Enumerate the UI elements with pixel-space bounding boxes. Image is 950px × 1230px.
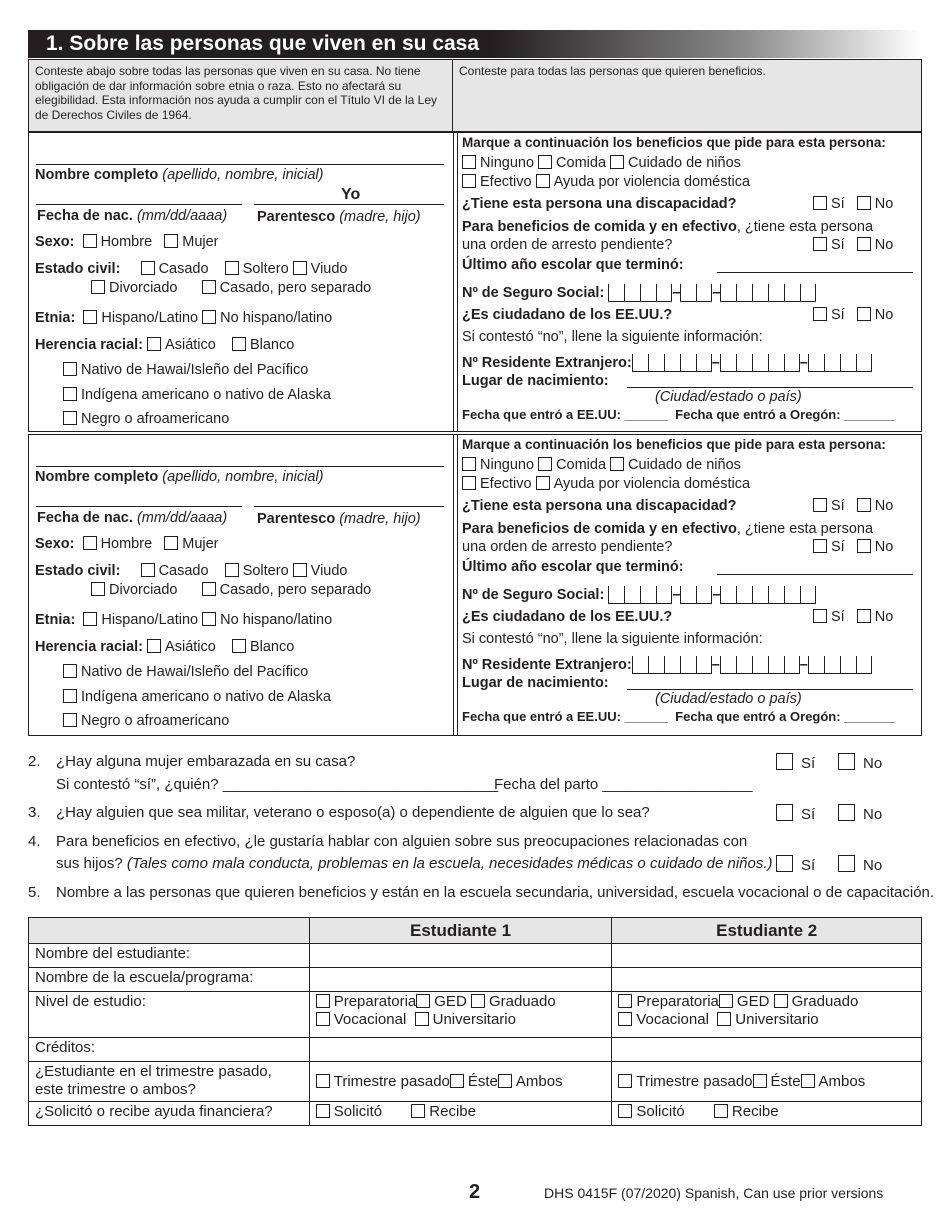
dob-line[interactable] — [36, 204, 242, 205]
sex-row: Sexo: Hombre Mujer — [35, 536, 219, 552]
ssn-boxes[interactable]: – – — [608, 285, 816, 301]
q5-number: 5. — [28, 884, 41, 901]
section-title: 1. Sobre las personas que viven en su casa — [46, 32, 480, 55]
benefit-cash[interactable]: Efectivo — [462, 174, 532, 190]
school-year-label: Último año escolar que terminó: — [462, 559, 684, 575]
race-white[interactable]: Blanco — [232, 337, 294, 353]
q3-no[interactable]: No — [838, 804, 882, 824]
level-univ-1[interactable]: Universitario — [415, 1011, 516, 1028]
student-1-aid — [309, 1102, 612, 1126]
q3-text: ¿Hay alguien que sea militar, veterano o esposo(a) o dependiente de alguien que lo sea? — [56, 804, 650, 821]
ethnicity-hispanic[interactable]: Hispano/Latino — [83, 612, 198, 628]
entry-dates[interactable]: Fecha que entró a EE.UU: ______ Fecha que entró a Oregón: _______ — [462, 407, 895, 422]
student-2-term — [612, 1062, 922, 1102]
race-row: Herencia racial: Asiático Blanco — [35, 639, 295, 655]
disability-no[interactable]: No — [857, 196, 894, 212]
level-grad-1[interactable]: Graduado — [471, 993, 556, 1010]
level-grad-2[interactable]: Graduado — [774, 993, 859, 1010]
student-1-term — [309, 1062, 612, 1102]
section-header — [28, 30, 921, 58]
q2-yes[interactable]: Sí — [776, 753, 815, 773]
marital-divorced[interactable]: Divorciado — [91, 582, 178, 598]
marital-widowed[interactable]: Viudo — [293, 563, 348, 579]
page-number: 2 — [469, 1181, 481, 1203]
citizen-question: ¿Es ciudadano de los EE.UU.? — [462, 609, 673, 625]
q2-due-date[interactable]: Fecha del parto __________________ — [494, 776, 753, 793]
q4-no[interactable]: No — [838, 855, 882, 875]
name-label: Nombre completo (apellido, nombre, inicial) — [35, 167, 324, 183]
race-white[interactable]: Blanco — [232, 639, 294, 655]
school-year-line[interactable] — [717, 574, 913, 575]
student-1-header: Estudiante 1 — [309, 918, 612, 944]
marital-separated[interactable]: Casado, pero separado — [202, 582, 372, 598]
name-line[interactable] — [36, 164, 444, 165]
ssn-row: Nº de Seguro Social: – – — [462, 586, 816, 609]
warrant-yes[interactable]: Sí — [813, 539, 845, 555]
row-term: ¿Estudiante en el trimestre pasado, este trimestre o ambos? — [29, 1062, 310, 1102]
warrant-yes[interactable]: Sí — [813, 237, 845, 253]
ethnicity-nonhispanic[interactable]: No hispano/latino — [202, 612, 332, 628]
q5-text: Nombre a las personas que quieren beneficios y están en la escuela secundaria, universidad, escuela vocacional o de capacitación. — [56, 884, 935, 901]
student-2-header: Estudiante 2 — [612, 918, 922, 944]
race-asian[interactable]: Asiático — [147, 337, 216, 353]
term-both-2[interactable]: Ambos — [801, 1073, 866, 1090]
sex-male[interactable]: Hombre — [83, 536, 153, 552]
race-asian[interactable]: Asiático — [147, 639, 216, 655]
q4-text: Para beneficios en efectivo, ¿le gustaría hablar con alguien sobre sus preocupaciones relacionadas con — [56, 833, 748, 850]
term-this-1[interactable]: Éste — [450, 1073, 498, 1090]
q4-text-2: sus hijos? (Tales como mala conducta, problemas en la escuela, necesidades médicas o cuidado de niños.) — [56, 855, 773, 872]
term-both-1[interactable]: Ambos — [498, 1073, 563, 1090]
student-table — [28, 917, 922, 1126]
q2-who[interactable]: Si contestó “sí”, ¿quién? _________________________________ — [56, 776, 499, 793]
term-past-2[interactable]: Trimestre pasado — [618, 1073, 752, 1090]
row-student-name: Nombre del estudiante: — [29, 944, 310, 968]
row-level: Nivel de estudio: — [29, 992, 310, 1038]
school-year-label: Último año escolar que terminó: — [462, 257, 684, 273]
intro-right: Conteste para todas las personas que quieren beneficios. — [452, 59, 922, 132]
disability-question: ¿Tiene esta persona una discapacidad? — [462, 498, 737, 514]
birthplace-line[interactable] — [627, 689, 913, 690]
relationship-line[interactable] — [254, 204, 444, 205]
q2-text: ¿Hay alguna mujer embarazada en su casa? — [56, 753, 356, 770]
sex-female[interactable]: Mujer — [164, 234, 218, 250]
intro-left: Conteste abajo sobre todas las personas que viven en su casa. No tiene obligación de dar información sobre etnia o raza. Esto no afectará su elegibilidad. Esta información nos ayuda a cumplir con el Título VI de la Ley de Derechos Civiles de 1964. — [28, 59, 453, 132]
benefit-food[interactable]: Comida — [538, 155, 606, 171]
aid-applied-2[interactable]: Solicitó — [618, 1103, 684, 1120]
benefit-dv[interactable]: Ayuda por violencia doméstica — [536, 174, 750, 190]
q2-no[interactable]: No — [838, 753, 882, 773]
q3-number: 3. — [28, 804, 41, 821]
student-2-name[interactable] — [612, 944, 922, 968]
student-2-school[interactable] — [612, 968, 922, 992]
student-2-credits[interactable] — [612, 1038, 922, 1062]
marital-row-2 — [91, 582, 371, 599]
aid-receives-1[interactable]: Recibe — [411, 1103, 476, 1120]
warrant-no[interactable]: No — [857, 237, 894, 253]
disability-no[interactable]: No — [857, 498, 894, 514]
entry-dates[interactable]: Fecha que entró a EE.UU: ______ Fecha que entró a Oregón: _______ — [462, 709, 895, 724]
q4-yes[interactable]: Sí — [776, 855, 815, 875]
citizen-yes[interactable]: Sí — [813, 307, 845, 323]
citizen-yes[interactable]: Sí — [813, 609, 845, 625]
race-black[interactable]: Negro o afroamericano — [63, 411, 229, 427]
level-prep-1[interactable]: Preparatoria — [316, 993, 417, 1010]
citizen-question: ¿Es ciudadano de los EE.UU.? — [462, 307, 673, 323]
race-black[interactable]: Negro o afroamericano — [63, 713, 229, 729]
row-school-name: Nombre de la escuela/programa: — [29, 968, 310, 992]
marital-row: Estado civil: Casado Soltero Viudo — [35, 563, 348, 579]
warrant-no[interactable]: No — [857, 539, 894, 555]
sex-row: Sexo: Hombre Mujer — [35, 234, 219, 250]
marital-married[interactable]: Casado — [141, 563, 209, 579]
ethnicity-row: Etnia: Hispano/Latino No hispano/latino — [35, 310, 333, 326]
birthplace-line[interactable] — [627, 387, 913, 388]
marital-married[interactable]: Casado — [141, 261, 209, 277]
level-prep-2[interactable]: Preparatoria — [618, 993, 719, 1010]
person-block-1: Nombre completo (apellido, nombre, inicial) Yo Fecha de nac. (mm/dd/aaaa) Parentesco (madre, hijo) Sexo: Hombre Mujer Estado civil: Casado Soltero Viudo Divorciado Casado, pero separado Etnia: Hispano/Latino No hispano/latino Herencia racial: Asiático Blanco Nativo de Hawai/Isleño del Pacífico Indígena americano o nativo de Alaska Negro o afroamericano Marque a continuación los beneficios que pide para esta persona: Ninguno Comida Cuidado de niños Efectivo Ayuda por violencia doméstica ¿Tiene esta persona una discapacidad? Sí No Para beneficios de comida y en efectivo, ¿tiene esta persona una orden de arresto pendiente? Sí No Último año escolar que terminó: Nº de Seguro Social: – – ¿Es ciudadano de los EE.UU.? Sí No Si contestó “no”, llene la siguiente información: Nº Residente Extranjero: – – Lugar de nacimiento: (Ciudad/estado o país) Fecha que entró a EE.UU: ______ Fecha que entró a Oregón: _______ — [28, 132, 922, 432]
row-aid: ¿Solicitó o recibe ayuda financiera? — [29, 1102, 310, 1126]
level-ged-1[interactable]: GED — [416, 993, 467, 1010]
benefits-question: Marque a continuación los beneficios que pide para esta persona: — [462, 135, 886, 150]
warrant-question: Para beneficios de comida y en efectivo, ¿tiene esta persona — [462, 219, 874, 235]
ethnicity-hispanic[interactable]: Hispano/Latino — [83, 310, 198, 326]
q4-number: 4. — [28, 833, 41, 850]
alien-row: Nº Residente Extranjero: – – — [462, 656, 872, 679]
student-1-level — [309, 992, 612, 1038]
race-native[interactable]: Indígena americano o nativo de Alaska — [63, 387, 331, 403]
citizen-no[interactable]: No — [857, 307, 894, 323]
marital-separated[interactable]: Casado, pero separado — [202, 280, 372, 296]
marital-single[interactable]: Soltero — [225, 563, 289, 579]
student-2-level — [612, 992, 922, 1038]
row-credits: Créditos: — [29, 1038, 310, 1062]
benefits-question: Marque a continuación los beneficios que pide para esta persona: — [462, 437, 886, 452]
relationship-label: Parentesco (madre, hijo) — [257, 209, 421, 225]
school-year-line[interactable] — [717, 272, 913, 273]
benefit-none[interactable]: Ninguno — [462, 155, 534, 171]
student-1-credits[interactable] — [309, 1038, 612, 1062]
marital-single[interactable]: Soltero — [225, 261, 289, 277]
alien-boxes[interactable]: – – — [632, 355, 872, 371]
relationship-value[interactable]: Yo — [341, 186, 361, 203]
race-hawaiian[interactable]: Nativo de Hawai/Isleño del Pacífico — [63, 664, 308, 680]
dob-line[interactable] — [36, 506, 242, 507]
person-block-2: Nombre completo (apellido, nombre, inicial) Fecha de nac. (mm/dd/aaaa) Parentesco (madre, hijo) Sexo: Hombre Mujer Estado civil: Casado Soltero Viudo Divorciado Casado, pero separado Etnia: Hispano/Latino No hispano/latino Herencia racial: Asiático Blanco Nativo de Hawai/Isleño del Pacífico Indígena americano o nativo de Alaska Negro o afroamericano Marque a continuación los beneficios que pide para esta persona: Ninguno Comida Cuidado de niños Efectivo Ayuda por violencia doméstica ¿Tiene esta persona una discapacidad? Sí No Para beneficios de comida y en efectivo, ¿tiene esta persona una orden de arresto pendiente? Sí No Último año escolar que terminó: Nº de Seguro Social: – – ¿Es ciudadano de los EE.UU.? Sí No Si contestó “no”, llene la siguiente información: Nº Residente Extranjero: – – Lugar de nacimiento: (Ciudad/estado o país) Fecha que entró a EE.UU: ______ Fecha que entró a Oregón: _______ — [28, 434, 922, 736]
ethnicity-row: Etnia: Hispano/Latino No hispano/latino — [35, 612, 333, 628]
q2-number: 2. — [28, 753, 41, 770]
name-line[interactable] — [36, 466, 444, 467]
marital-widowed[interactable]: Viudo — [293, 261, 348, 277]
term-past-1[interactable]: Trimestre pasado — [316, 1073, 450, 1090]
student-1-school[interactable] — [309, 968, 612, 992]
alien-boxes[interactable]: – – — [632, 657, 872, 673]
marital-divorced[interactable]: Divorciado — [91, 280, 178, 296]
name-label: Nombre completo (apellido, nombre, inicial) — [35, 469, 324, 485]
sex-female[interactable]: Mujer — [164, 536, 218, 552]
disability-yes[interactable]: Sí — [813, 498, 845, 514]
marital-row: Estado civil: Casado Soltero Viudo — [35, 261, 348, 277]
level-ged-2[interactable]: GED — [719, 993, 770, 1010]
ssn-boxes[interactable]: – – — [608, 587, 816, 603]
race-native[interactable]: Indígena americano o nativo de Alaska — [63, 689, 331, 705]
race-row: Herencia racial: Asiático Blanco — [35, 337, 295, 353]
race-hawaiian[interactable]: Nativo de Hawai/Isleño del Pacífico — [63, 362, 308, 378]
benefit-cash[interactable]: Efectivo — [462, 476, 532, 492]
level-voc-2[interactable]: Vocacional — [618, 1011, 709, 1028]
benefit-childcare[interactable]: Cuidado de niños — [610, 457, 741, 473]
q3-yes[interactable]: Sí — [776, 804, 815, 824]
form-id: DHS 0415F (07/2020) Spanish, Can use prior versions — [544, 1185, 884, 1201]
level-univ-2[interactable]: Universitario — [717, 1011, 818, 1028]
alien-row: Nº Residente Extranjero: – – — [462, 354, 872, 377]
relationship-line[interactable] — [254, 506, 444, 507]
disability-yes[interactable]: Sí — [813, 196, 845, 212]
benefit-dv[interactable]: Ayuda por violencia doméstica — [536, 476, 750, 492]
sex-male[interactable]: Hombre — [83, 234, 153, 250]
benefit-childcare[interactable]: Cuidado de niños — [610, 155, 741, 171]
disability-question: ¿Tiene esta persona una discapacidad? — [462, 196, 737, 212]
dob-label: Fecha de nac. (mm/dd/aaaa) — [37, 510, 228, 526]
ssn-row: Nº de Seguro Social: – – — [462, 284, 816, 307]
benefit-none[interactable]: Ninguno — [462, 457, 534, 473]
dob-label: Fecha de nac. (mm/dd/aaaa) — [37, 208, 228, 224]
aid-receives-2[interactable]: Recibe — [714, 1103, 779, 1120]
ethnicity-nonhispanic[interactable]: No hispano/latino — [202, 310, 332, 326]
marital-row-2 — [91, 280, 371, 297]
level-voc-1[interactable]: Vocacional — [316, 1011, 407, 1028]
aid-applied-1[interactable]: Solicitó — [316, 1103, 382, 1120]
relationship-label: Parentesco (madre, hijo) — [257, 511, 421, 527]
term-this-2[interactable]: Éste — [753, 1073, 801, 1090]
warrant-question: Para beneficios de comida y en efectivo, ¿tiene esta persona — [462, 521, 874, 537]
student-1-name[interactable] — [309, 944, 612, 968]
student-2-aid — [612, 1102, 922, 1126]
benefit-food[interactable]: Comida — [538, 457, 606, 473]
citizen-no[interactable]: No — [857, 609, 894, 625]
